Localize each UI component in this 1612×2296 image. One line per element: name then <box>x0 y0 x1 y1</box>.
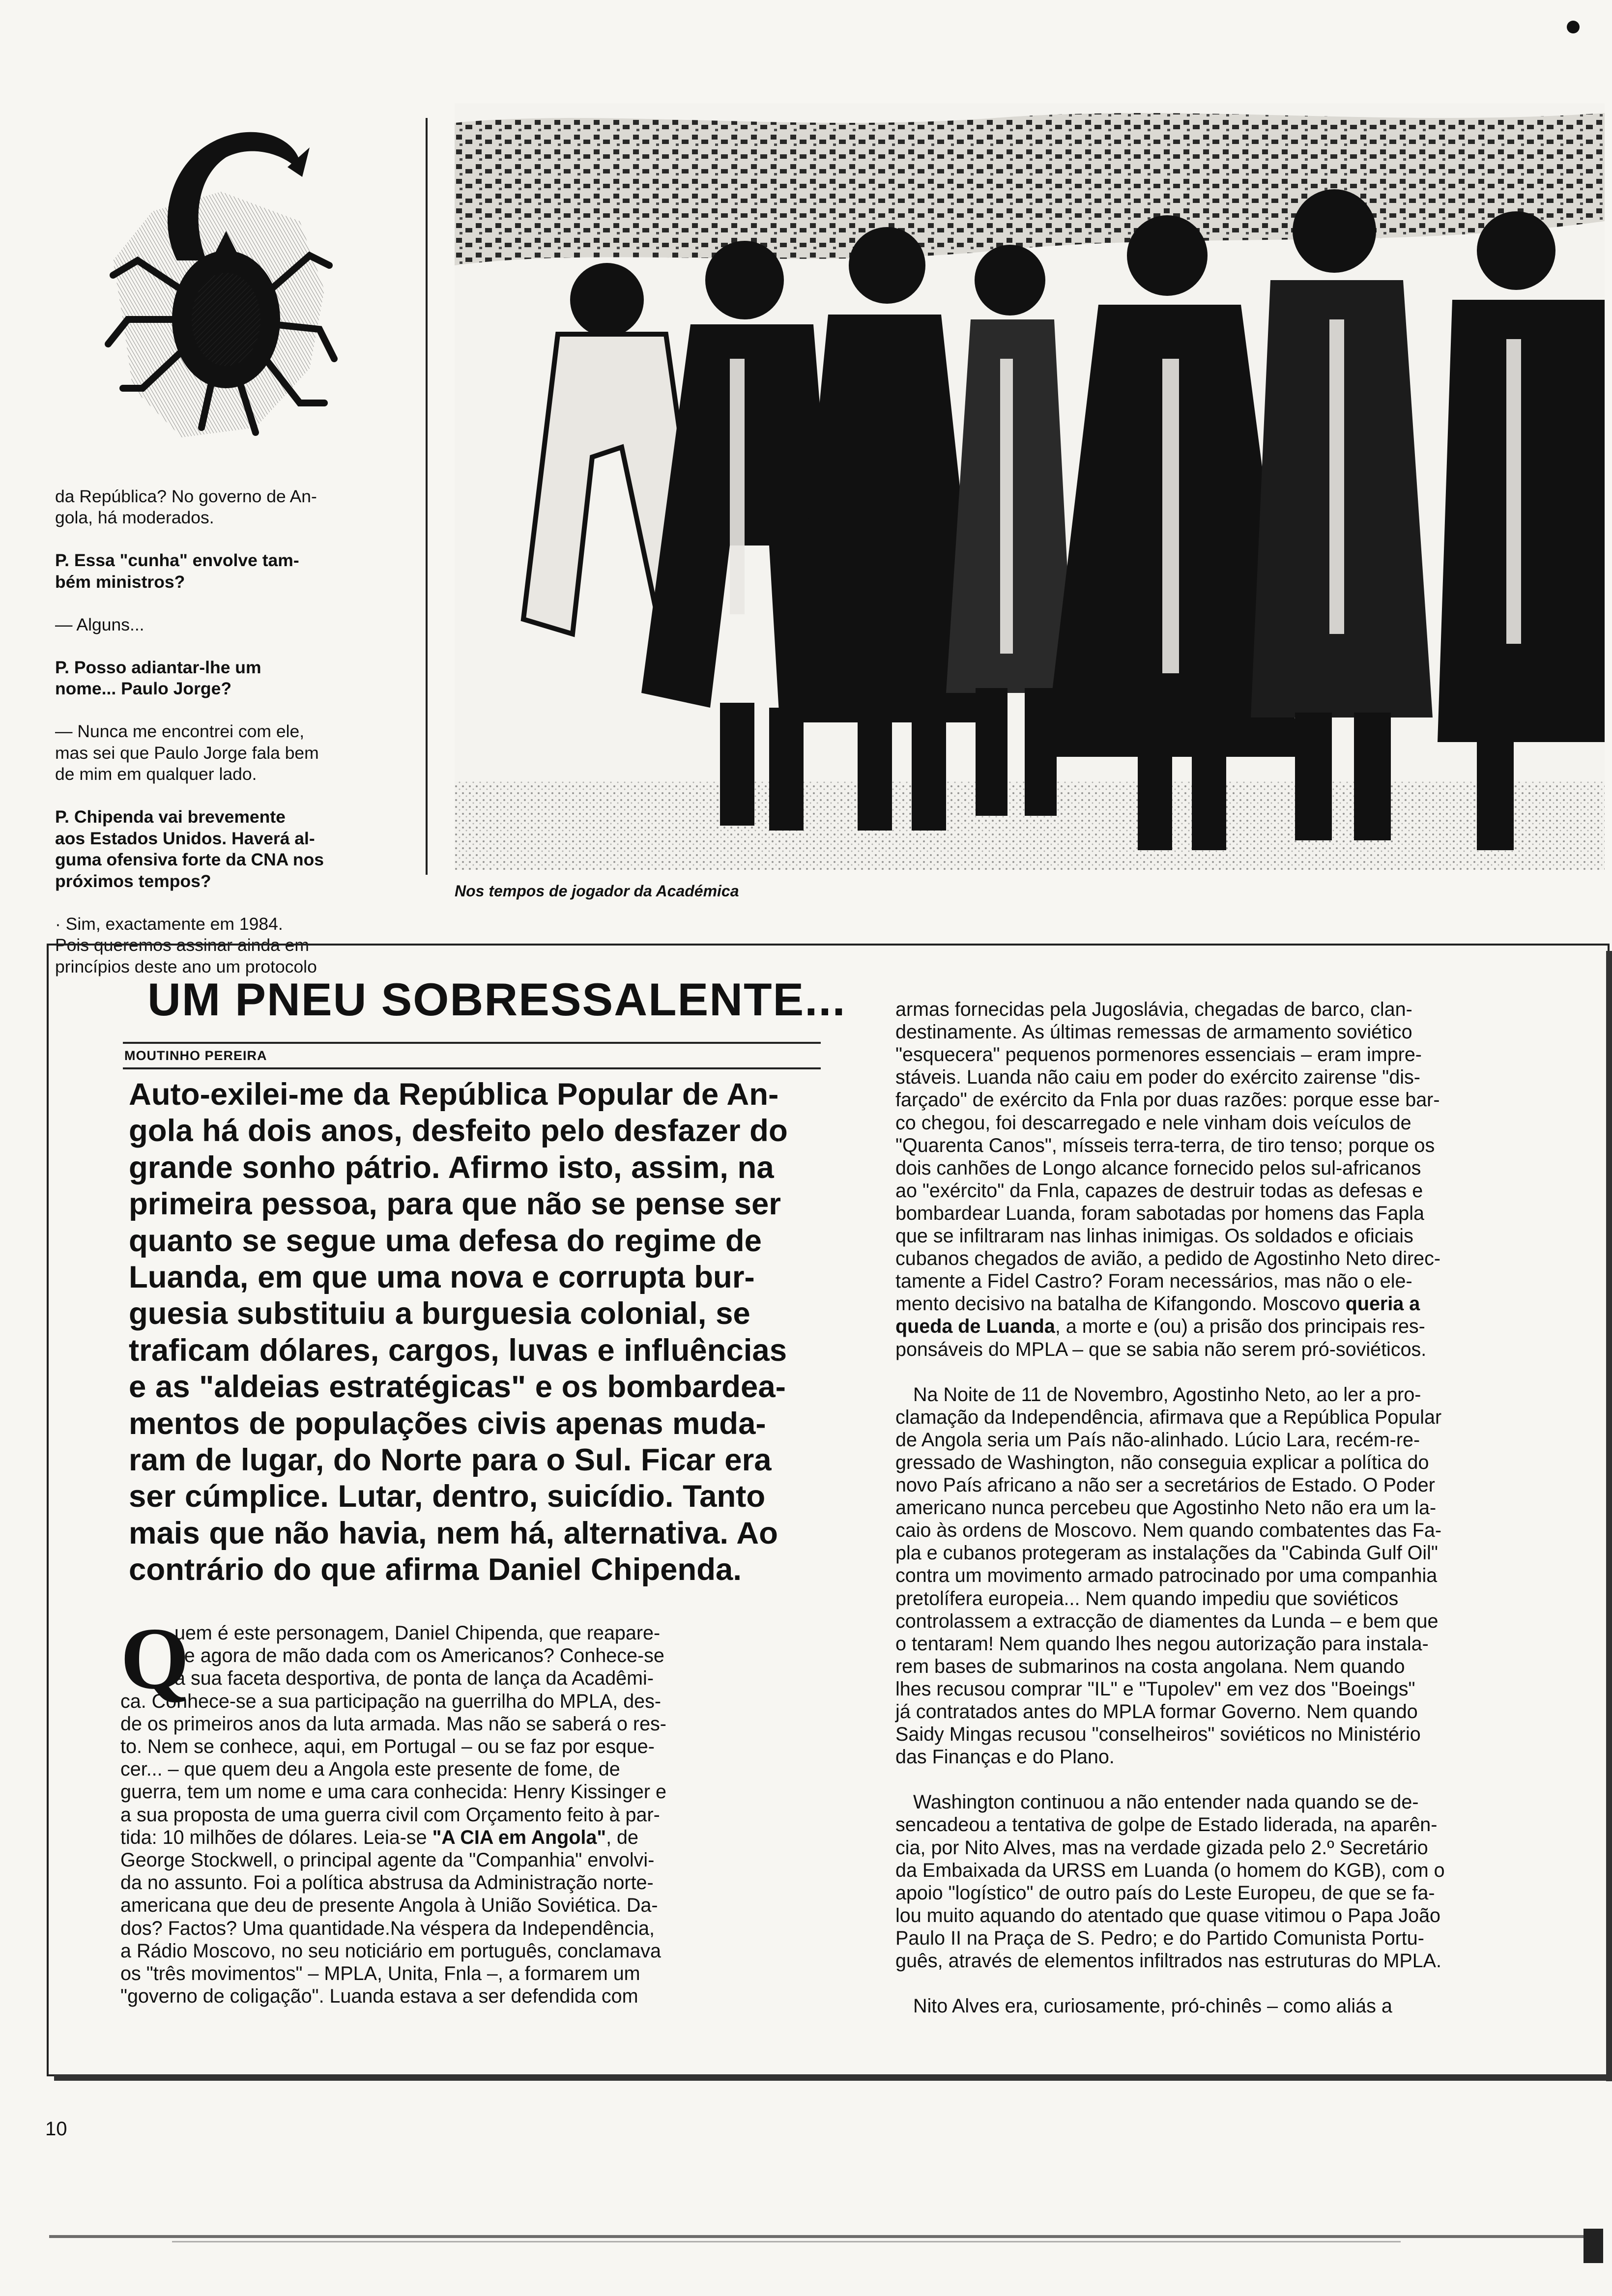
photo-caption: Nos tempos de jogador da Académica <box>455 882 739 900</box>
qa-answer: — Nunca me encontrei com ele, mas sei que Paulo Jorge fala bem de mim em qualquer lado. <box>55 721 319 784</box>
book-title: "A CIA em Angola" <box>432 1826 606 1848</box>
paragraph <box>895 998 1593 1361</box>
qa-answer: da República? No governo de An- gola, há moderados. <box>55 486 317 527</box>
body-first-lines: uem é este personagem, Daniel Chipenda, que reapare- ce agora de mão dada com os Americanos? Conhece-se a sua faceta desportiva, de ponta de lança da Acadêmi- <box>174 1622 664 1690</box>
paragraph: Nito Alves era, curiosamente, pró-chinês – como aliás a <box>913 1995 1392 2017</box>
emphasis-text: queria a queda de Luanda <box>895 1293 1420 1338</box>
article-title: UM PNEU SOBRESSALENTE... <box>147 974 846 1025</box>
scan-edge-line <box>172 2241 1401 2242</box>
article-body-column-2 <box>895 976 1593 2040</box>
page-number: 10 <box>45 2118 67 2140</box>
qa-answer: — Alguns... <box>55 614 144 634</box>
title-rule <box>123 1042 821 1044</box>
body-text: ca. Conhece-se a sua participação na guerrilha do MPLA, des- de os primeiros anos da luta armada. Mas não se saberá o res- to. Nem se conhece, aqui, em Portugal – ou se faz por esque- cer... – que quem deu a Angola este presente de fome, de guerra, tem um nome e uma cara conhecida: Henry Kissinger e a sua proposta de uma guerra civil com Orçamento feito à par- tida: 10 milhões de dólares. Leia-se <box>120 1690 666 1848</box>
interview-excerpt <box>55 464 405 999</box>
article-lede: Auto-exilei-me da República Popular de An- gola há dois anos, desfeito pelo desfazer do grande sonho pátrio. Afirmo isto, assim, na primeira pessoa, para que não se pense ser quanto se segue uma defesa do regime de Luanda, em que uma nova e corrupta bur- guesia substituiu a burguesia colonial, se traficam dólares, cargos, luvas e influências e as "aldeias estratégicas" e os bombardea- mentos de populações civis apenas muda- ram de lugar, do Norte para o Sul. Ficar era ser cúmplice. Lutar, dentro, suicídio. Tanto mais que não havia, nem há, alternativa. Ao contrário do que afirma Daniel Chipenda. <box>129 1077 788 1587</box>
qa-question: P. Essa "cunha" envolve tam- bém ministros? <box>55 550 299 592</box>
scan-edge-line <box>49 2235 1587 2238</box>
qa-question: P. Posso adiantar-lhe um nome... Paulo Jorge? <box>55 657 261 698</box>
article-byline: MOUTINHO PEREIRA <box>124 1048 267 1063</box>
byline-rule <box>123 1067 821 1069</box>
paragraph: Na Noite de 11 de Novembro, Agostinho Neto, ao ler a pro- clamação da Independência, afirmava que a República Popular de Angola seria um País não-alinhado. Lúcio Lara, recém-re- gressado de Washington, não conseguia explicar a política do novo País africano a não ser a secretários de Estado. O Poder americano nunca percebeu que Agostinho Neto não era um la- caio às ordens de Moscovo. Nem quando combatentes das Fa- pla e cubanos protegeram as instalações da "Cabinda Gulf Oil" contra um movimento armado patrocinado por uma companhia pretolífera europeia... Nem quando impediu que soviéticos controlassem a extracção de diamentes da Lunda – e bem que o tentaram! Nem quando lhes negou autorização para instala- rem bases de submarinos na costa angolana. Nem quando lhes recusou comprar "IL" e "Tupolev" em vez dos "Boeings" já contratados antes do MPLA formar Governo. Nem quando Saidy Mingas recusou "conselheiros" soviéticos no Ministério das Finanças e do Plano. <box>895 1383 1442 1768</box>
frame-shadow <box>54 2075 1612 2081</box>
paragraph: Washington continuou a não entender nada quando se de- sencadeou a tentativa de golpe de Estado liderada, na aparên- cia, por Nito Alves, mas na verdade gizada pelo 2.º Secretário da Embaixada da URSS em Luanda (o homem do KGB), com o apoio "logístico" de outro país do Leste Europeu, de que se fa- lou muito aquando do atentado que quase vitimou o Papa João Paulo II na Praça de S. Pedro; e do Partido Comunista Portu- guês, através de elementos infiltrados nas estruturas do MPLA. <box>895 1791 1445 1972</box>
printer-dot <box>1567 21 1580 33</box>
body-text: armas fornecidas pela Jugoslávia, chegadas de barco, clan- destinamente. As últimas remessas de armamento soviético "esquecera" pequenos pormenores essenciais – eram impre- stáveis. Luanda não caiu em poder do exército zairense "dis- farçado" de exército da Fnla por duas razões: porque esse bar- co chegou, foi descarregado e nele vinham dois veículos de "Quarenta Canos", mísseis terra-terra, de tiro tenso; porque os dois canhões de Longo alcance fornecido pelos sul-africanos ao "exército" da Fnla, capazes de destruir todas as defesas e bombardear Luanda, foram sabotadas por homens das Fapla que se infiltraram nas linhas inimigas. Os soldados e oficiais cubanos chegados de avião, a pedido de Agostinho Neto direc- tamente a Fidel Castro? Foram necessários, mas não o ele- mento decisivo na batalha de Kifangondo. Moscovo <box>895 999 1440 1315</box>
body-text: , de George Stockwell, o principal agente da "Companhia" envolvi- da no assunto. Foi a política abstrusa da Administração norte- americana que deu de presente Angola à União Soviética. Da- dos? Factos? Uma quantidade.Na véspera da Independência, a Rádio Moscovo, no seu noticiário em português, conclamava os "três movimentos" – MPLA, Unita, Fnla –, a formarem um "governo de coligação". Luanda estava a ser defendida com <box>120 1826 662 2008</box>
scorpion-illustration <box>93 113 339 452</box>
column-divider <box>426 118 428 875</box>
body-text: , a morte e (ou) a prisão dos principais res- ponsáveis do MPLA – que se sabia não serem pró-soviéticos. <box>895 1316 1427 1360</box>
qa-question: P. Chipenda vai brevemente aos Estados Unidos. Haverá al- guma ofensiva forte da CNA nos próximos tempos? <box>55 807 324 891</box>
article-body-column-1 <box>120 1609 818 2008</box>
qa-answer: · Sim, exactamente em 1984. Pois queremos assinar ainda em princípios deste ano um protocolo <box>55 914 317 976</box>
frame-shadow <box>1606 951 1612 2081</box>
team-photo <box>455 103 1605 870</box>
drop-cap: Q <box>120 1609 190 1707</box>
scan-corner-mark <box>1583 2229 1603 2263</box>
